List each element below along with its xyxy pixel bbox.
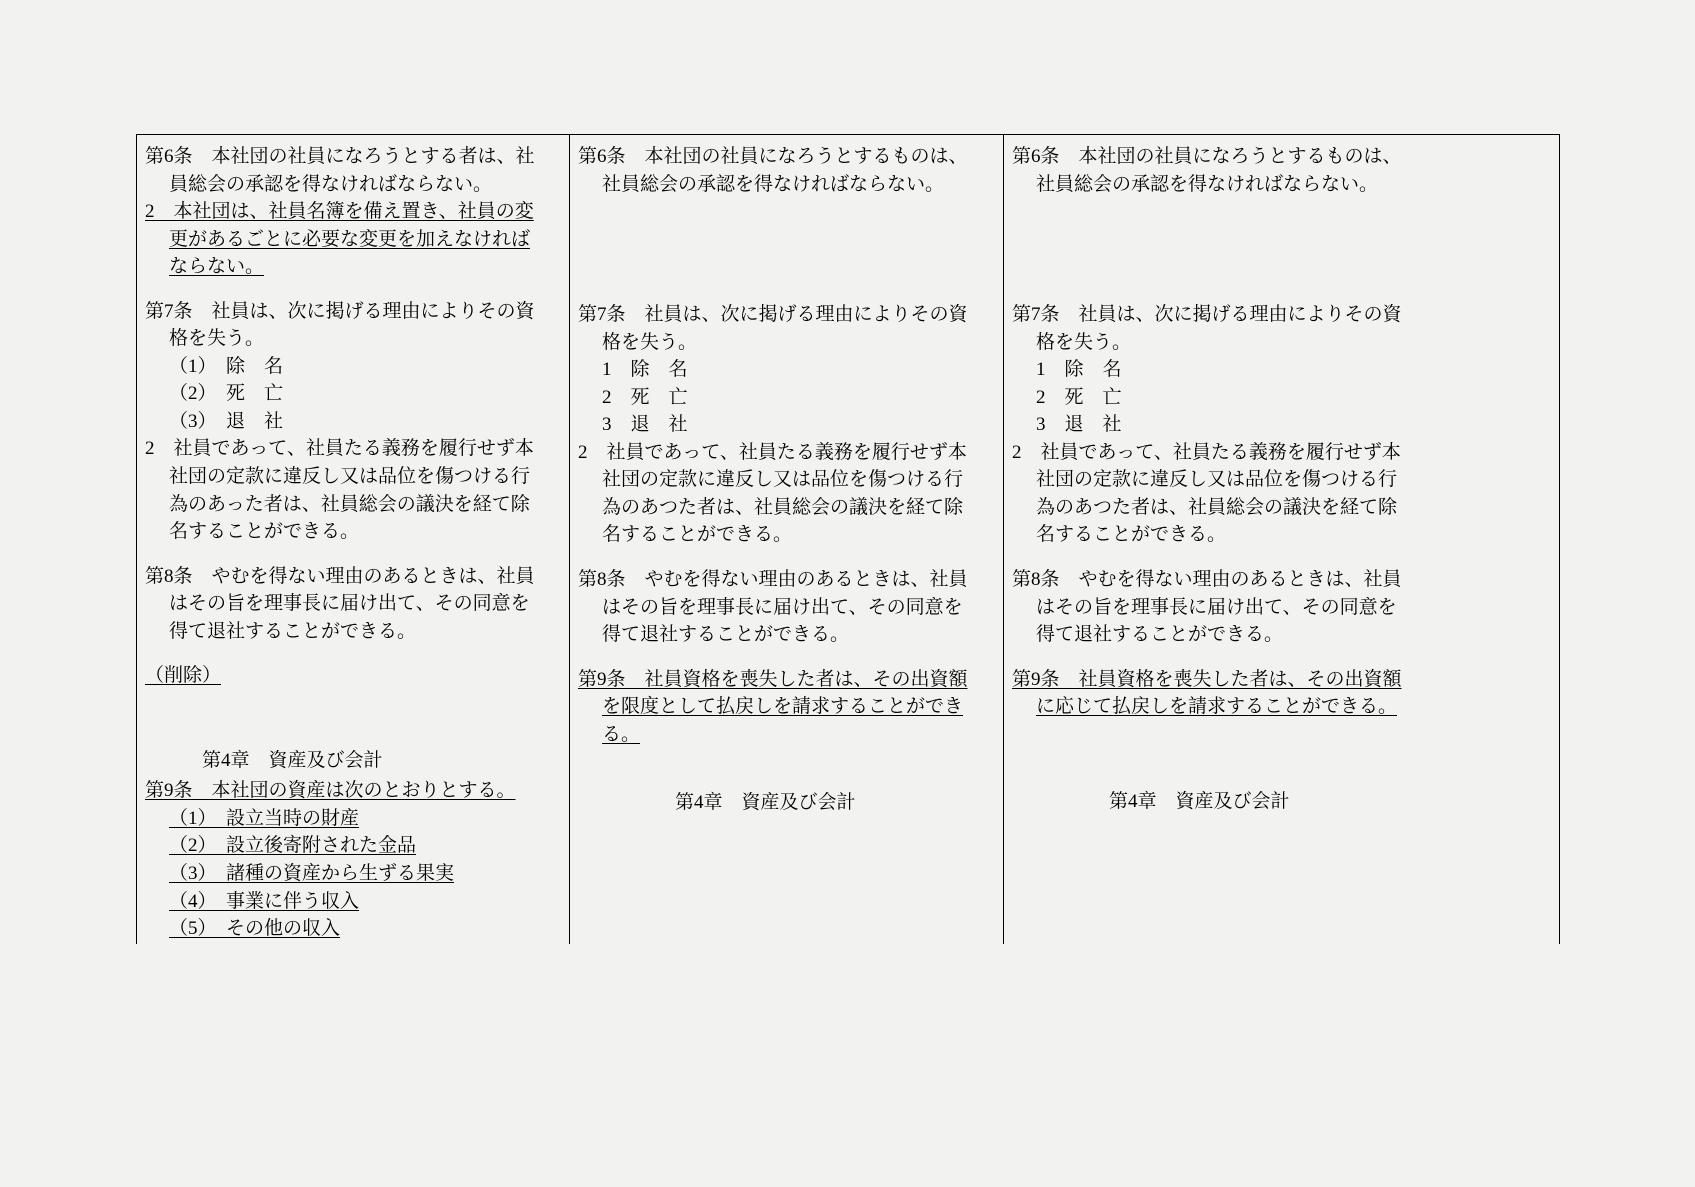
text-line: 得て退社することができる。 (1036, 624, 1284, 646)
text-line: 得て退社することができる。 (602, 624, 850, 646)
list-item: 1 除 名 (602, 359, 688, 381)
text-line: 第8条 やむを得ない理由のあるときは、社員 (1012, 569, 1402, 591)
article-6-block (578, 143, 993, 198)
text-line: 為のあつた者は、社員総会の議決を経て除 (602, 496, 964, 518)
text-line: 第6条 本社団の社員になろうとするものは、 (1012, 146, 1402, 167)
text-line: 更があるごとに必要な変更を加えなければ (169, 228, 531, 250)
comparison-table (136, 134, 1560, 944)
list-item: （1） 除 名 (169, 355, 284, 377)
deleted-note-block (145, 662, 559, 690)
text-line: 名することができる。 (1036, 524, 1227, 546)
table-column-left (136, 135, 570, 944)
list-item: （1） 設立当時の財産 (169, 807, 360, 829)
text-line: 格を失う。 (602, 331, 698, 353)
article-9-block (145, 777, 559, 942)
chapter-4-heading (578, 789, 993, 817)
text-line: を限度として払戻しを請求することができ (602, 696, 964, 718)
text-line: る。 (602, 723, 641, 745)
text-line: はその旨を理事長に届け出て、その同意を (602, 596, 963, 618)
text-line: 第9条 社員資格を喪失した者は、その出資額 (578, 668, 968, 690)
text-line: 第4章 資産及び会計 (1052, 790, 1290, 812)
text-line: 格を失う。 (169, 328, 265, 350)
text-line: 第4章 資産及び会計 (145, 749, 383, 771)
text-line: 2 社員であって、社員たる義務を履行せず本 (578, 441, 967, 463)
text-line: 社団の定款に違反し又は品位を傷つける行 (169, 466, 531, 488)
text-line: はその旨を理事長に届け出て、その同意を (1036, 596, 1397, 618)
list-item: （2） 死 亡 (169, 383, 284, 405)
vertical-spacer (1012, 215, 1549, 301)
text-line: 第9条 社員資格を喪失した者は、その出資額 (1012, 668, 1402, 690)
text-line: 為のあつた者は、社員総会の議決を経て除 (1036, 496, 1398, 518)
vertical-spacer (578, 215, 993, 301)
text-line: ならない。 (169, 256, 265, 278)
text-line: 名することができる。 (602, 524, 793, 546)
text-line: 第6条 本社団の社員になろうとするものは、 (578, 146, 968, 167)
chapter-4-heading (1012, 788, 1549, 816)
text-line: 第7条 社員は、次に掲げる理由によりその資 (1012, 304, 1402, 326)
text-line: 第8条 やむを得ない理由のあるときは、社員 (145, 565, 535, 587)
text-line: 第8条 やむを得ない理由のあるときは、社員 (578, 569, 968, 591)
text-line: （削除） (145, 665, 222, 687)
list-item: （5） その他の収入 (169, 918, 341, 940)
article-6-block (1012, 143, 1549, 198)
list-item: 2 死 亡 (602, 386, 688, 408)
text-line: 社団の定款に違反し又は品位を傷つける行 (1036, 469, 1398, 491)
list-item: （3） 諸種の資産から生ずる果実 (169, 863, 455, 885)
text-line: 名することができる。 (169, 521, 360, 543)
article-8-block (1012, 566, 1549, 649)
vertical-spacer (145, 707, 559, 747)
text-line: 2 社員であって、社員たる義務を履行せず本 (145, 438, 534, 460)
text-line: 2 本社団は、社員名簿を備え置き、社員の変 (145, 201, 534, 223)
list-item: 2 死 亡 (1036, 386, 1122, 408)
text-line: 第7条 社員は、次に掲げる理由によりその資 (578, 304, 968, 326)
list-item: 3 退 社 (1036, 414, 1122, 436)
text-line: 社員総会の承認を得なければならない。 (602, 173, 945, 195)
text-line: 社団の定款に違反し又は品位を傷つける行 (602, 469, 964, 491)
text-line: 第7条 社員は、次に掲げる理由によりその資 (145, 300, 535, 322)
text-line: 社員総会の承認を得なければならない。 (1036, 173, 1379, 195)
article-8-block (145, 563, 559, 646)
article-7-block (145, 298, 559, 546)
table-column-right (1004, 135, 1560, 944)
vertical-spacer (1012, 738, 1549, 788)
chapter-4-heading (145, 747, 559, 775)
text-line: 為のあった者は、社員総会の議決を経て除 (169, 493, 530, 515)
list-item: （4） 事業に伴う収入 (169, 890, 360, 912)
text-line: 格を失う。 (1036, 331, 1132, 353)
vertical-spacer (578, 765, 993, 789)
text-line: 第9条 本社団の資産は次のとおりとする。 (145, 780, 516, 802)
list-item: 3 退 社 (602, 414, 688, 436)
text-line: 員総会の承認を得なければならない。 (169, 173, 493, 195)
list-item: （2） 設立後寄附された金品 (169, 835, 417, 857)
article-9-block (1012, 666, 1549, 721)
article-7-block (1012, 301, 1549, 549)
text-line: はその旨を理事長に届け出て、その同意を (169, 593, 530, 615)
text-line: に応じて払戻しを請求することができる。 (1036, 696, 1398, 718)
table-column-middle (570, 135, 1004, 944)
article-7-block (578, 301, 993, 549)
text-line: 第6条 本社団の社員になろうとする者は、社 (145, 146, 535, 167)
list-item: （3） 退 社 (169, 410, 284, 432)
text-line: 得て退社することができる。 (169, 620, 417, 642)
text-line: 第4章 資産及び会計 (618, 792, 856, 814)
article-6-block (145, 143, 559, 281)
article-8-block (578, 566, 993, 649)
text-line: 2 社員であって、社員たる義務を履行せず本 (1012, 441, 1401, 463)
list-item: 1 除 名 (1036, 359, 1122, 381)
article-9-block (578, 666, 993, 749)
